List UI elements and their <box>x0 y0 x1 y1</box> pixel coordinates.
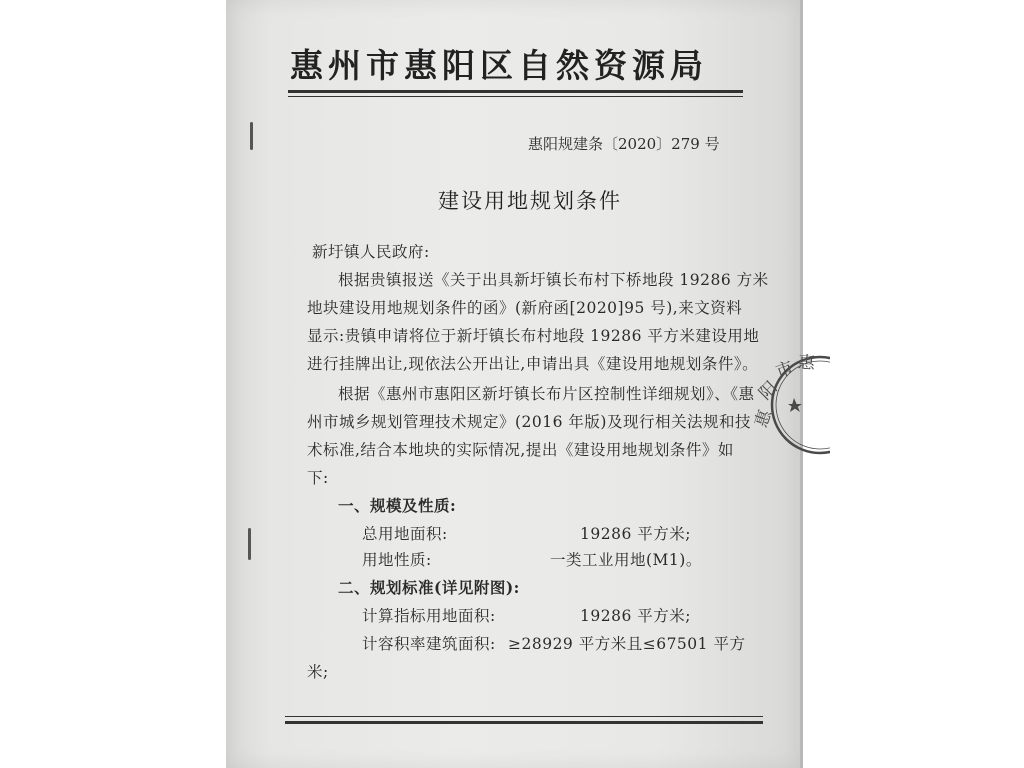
section-1-heading: 一、规模及性质: <box>338 496 457 515</box>
header-rule-thin <box>288 96 743 97</box>
svg-text:惠: 惠 <box>797 352 816 374</box>
field-value: 19286 平方米; <box>580 525 691 543</box>
svg-text:市: 市 <box>773 357 797 383</box>
paragraph-1-line: 地块建设用地规划条件的函》(新府函[2020]95 号),来文资料 <box>307 299 743 317</box>
header-rule-thick <box>288 90 743 93</box>
field-value: 19286 平方米; <box>580 607 691 625</box>
footer-rule-thin <box>285 716 763 717</box>
section-2-heading: 二、规划标准(详见附图): <box>338 578 520 597</box>
field-label: 用地性质: <box>362 551 432 569</box>
paragraph-2-line: 术标准,结合本地块的实际情况,提出《建设用地规划条件》如 <box>307 441 734 459</box>
field-label: 总用地面积: <box>362 525 448 543</box>
paragraph-2-line: 根据《惠州市惠阳区新圩镇长布片区控制性详细规划》、《惠 <box>338 385 755 403</box>
field-value: 一类工业用地(M1)。 <box>550 551 702 569</box>
official-seal-partial <box>738 350 830 460</box>
issuer-title: 惠州市惠阳区自然资源局 <box>290 46 708 85</box>
field-value-continuation: 米; <box>307 663 329 681</box>
paragraph-1-line: 进行挂牌出让,现依法公开出让,申请出具《建设用地规划条件》。 <box>307 355 759 373</box>
document-title: 建设用地规划条件 <box>438 189 622 213</box>
document-number: 惠阳规建条〔2020〕279 号 <box>528 135 720 153</box>
punch-mark-bottom <box>248 528 251 560</box>
paragraph-1-line: 显示:贵镇申请将位于新圩镇长布村地段 19286 平方米建设用地 <box>307 327 760 345</box>
field-value: ≥28929 平方米且≤67501 平方 <box>508 635 746 653</box>
field-label: 计算指标用地面积: <box>362 607 496 625</box>
paragraph-2-line: 下: <box>307 469 329 487</box>
recipient: 新圩镇人民政府: <box>312 243 430 261</box>
svg-text:惠: 惠 <box>751 407 776 431</box>
footer-rule-thick <box>285 721 763 724</box>
paragraph-1-line: 根据贵镇报送《关于出具新圩镇长布村下桥地段 19286 方米 <box>338 271 769 289</box>
svg-text:阳: 阳 <box>755 377 782 405</box>
field-label: 计容积率建筑面积: <box>362 635 496 653</box>
punch-mark-top <box>250 122 253 150</box>
paragraph-2-line: 州市城乡规划管理技术规定》(2016 年版)及现行相关法规和技 <box>307 413 751 431</box>
